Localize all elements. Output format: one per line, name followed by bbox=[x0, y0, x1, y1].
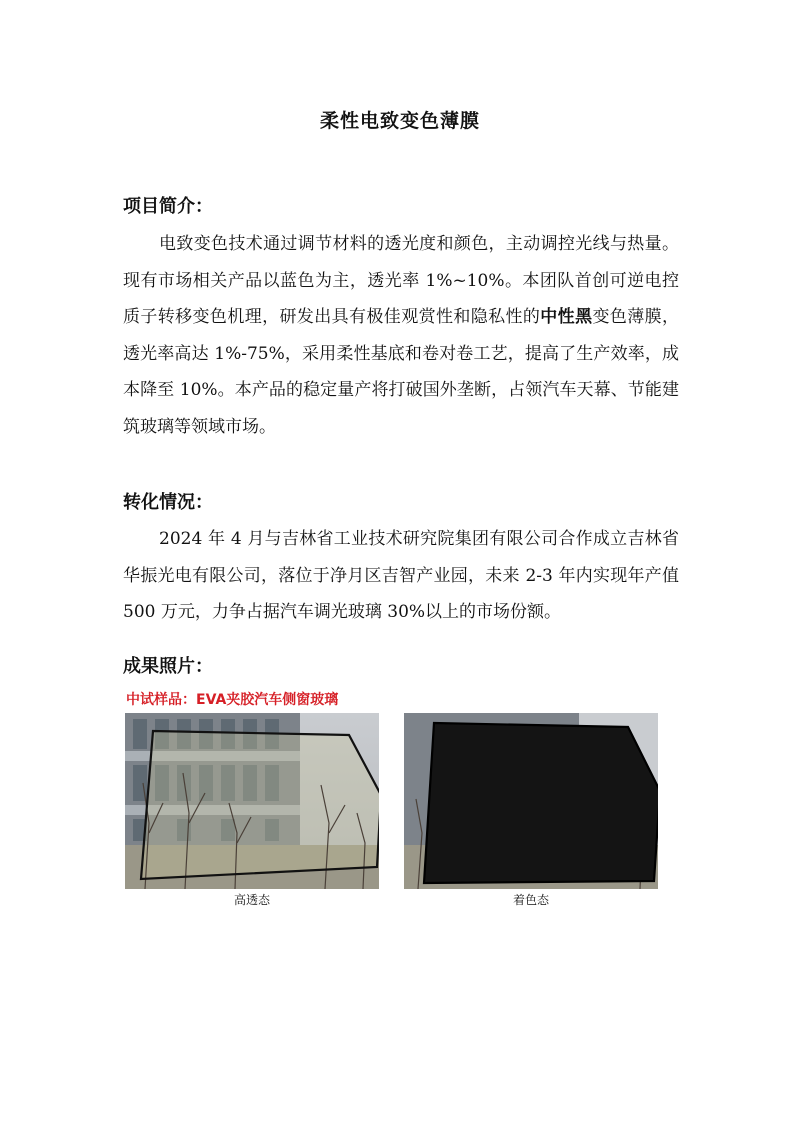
photo-label-colored: 着色态 bbox=[512, 893, 549, 907]
intro-text-part2: 变色薄膜，透光率高达 1%-75%，采用柔性基底和卷对卷工艺，提高了生产效率，成本降至 10%。本产品的稳定量产将打破国外垄断，占领汽车天幕、节能建筑玻璃等领域市场。 bbox=[123, 307, 680, 437]
section-heading-transfer: 转化情况： bbox=[123, 492, 213, 513]
photo-transparent-state bbox=[125, 713, 379, 889]
intro-bold-text: 中性黑 bbox=[540, 307, 593, 327]
page-title: 柔性电致变色薄膜 bbox=[319, 110, 480, 132]
intro-text-part1: 电致变色技术通过调节材料的透光度和颜色，主动调控光线与热量。现有市场相关产品以蓝色为主，透光率 1%~10%。本团队首创可逆电控质子转移变色机理，研发出具有极佳观赏性和隐私性的 bbox=[123, 234, 679, 327]
section-heading-photos: 成果照片： bbox=[123, 656, 213, 677]
figure-caption: 中试样品：EVA夹胶汽车侧窗玻璃 bbox=[126, 692, 339, 708]
section-heading-intro: 项目简介： bbox=[123, 196, 213, 217]
transfer-paragraph: 2024 年 4 月与吉林省工业技术研究院集团有限公司合作成立吉林省华振光电有限公司，落位于净月区吉智产业园，未来 2-3 年内实现年产值 500 万元，力争占据汽车调光玻璃 30%以上的市场份额。 bbox=[123, 529, 679, 622]
photo-label-transparent: 高透态 bbox=[233, 893, 270, 907]
intro-paragraph bbox=[123, 226, 679, 445]
photo-colored-state bbox=[404, 713, 658, 889]
